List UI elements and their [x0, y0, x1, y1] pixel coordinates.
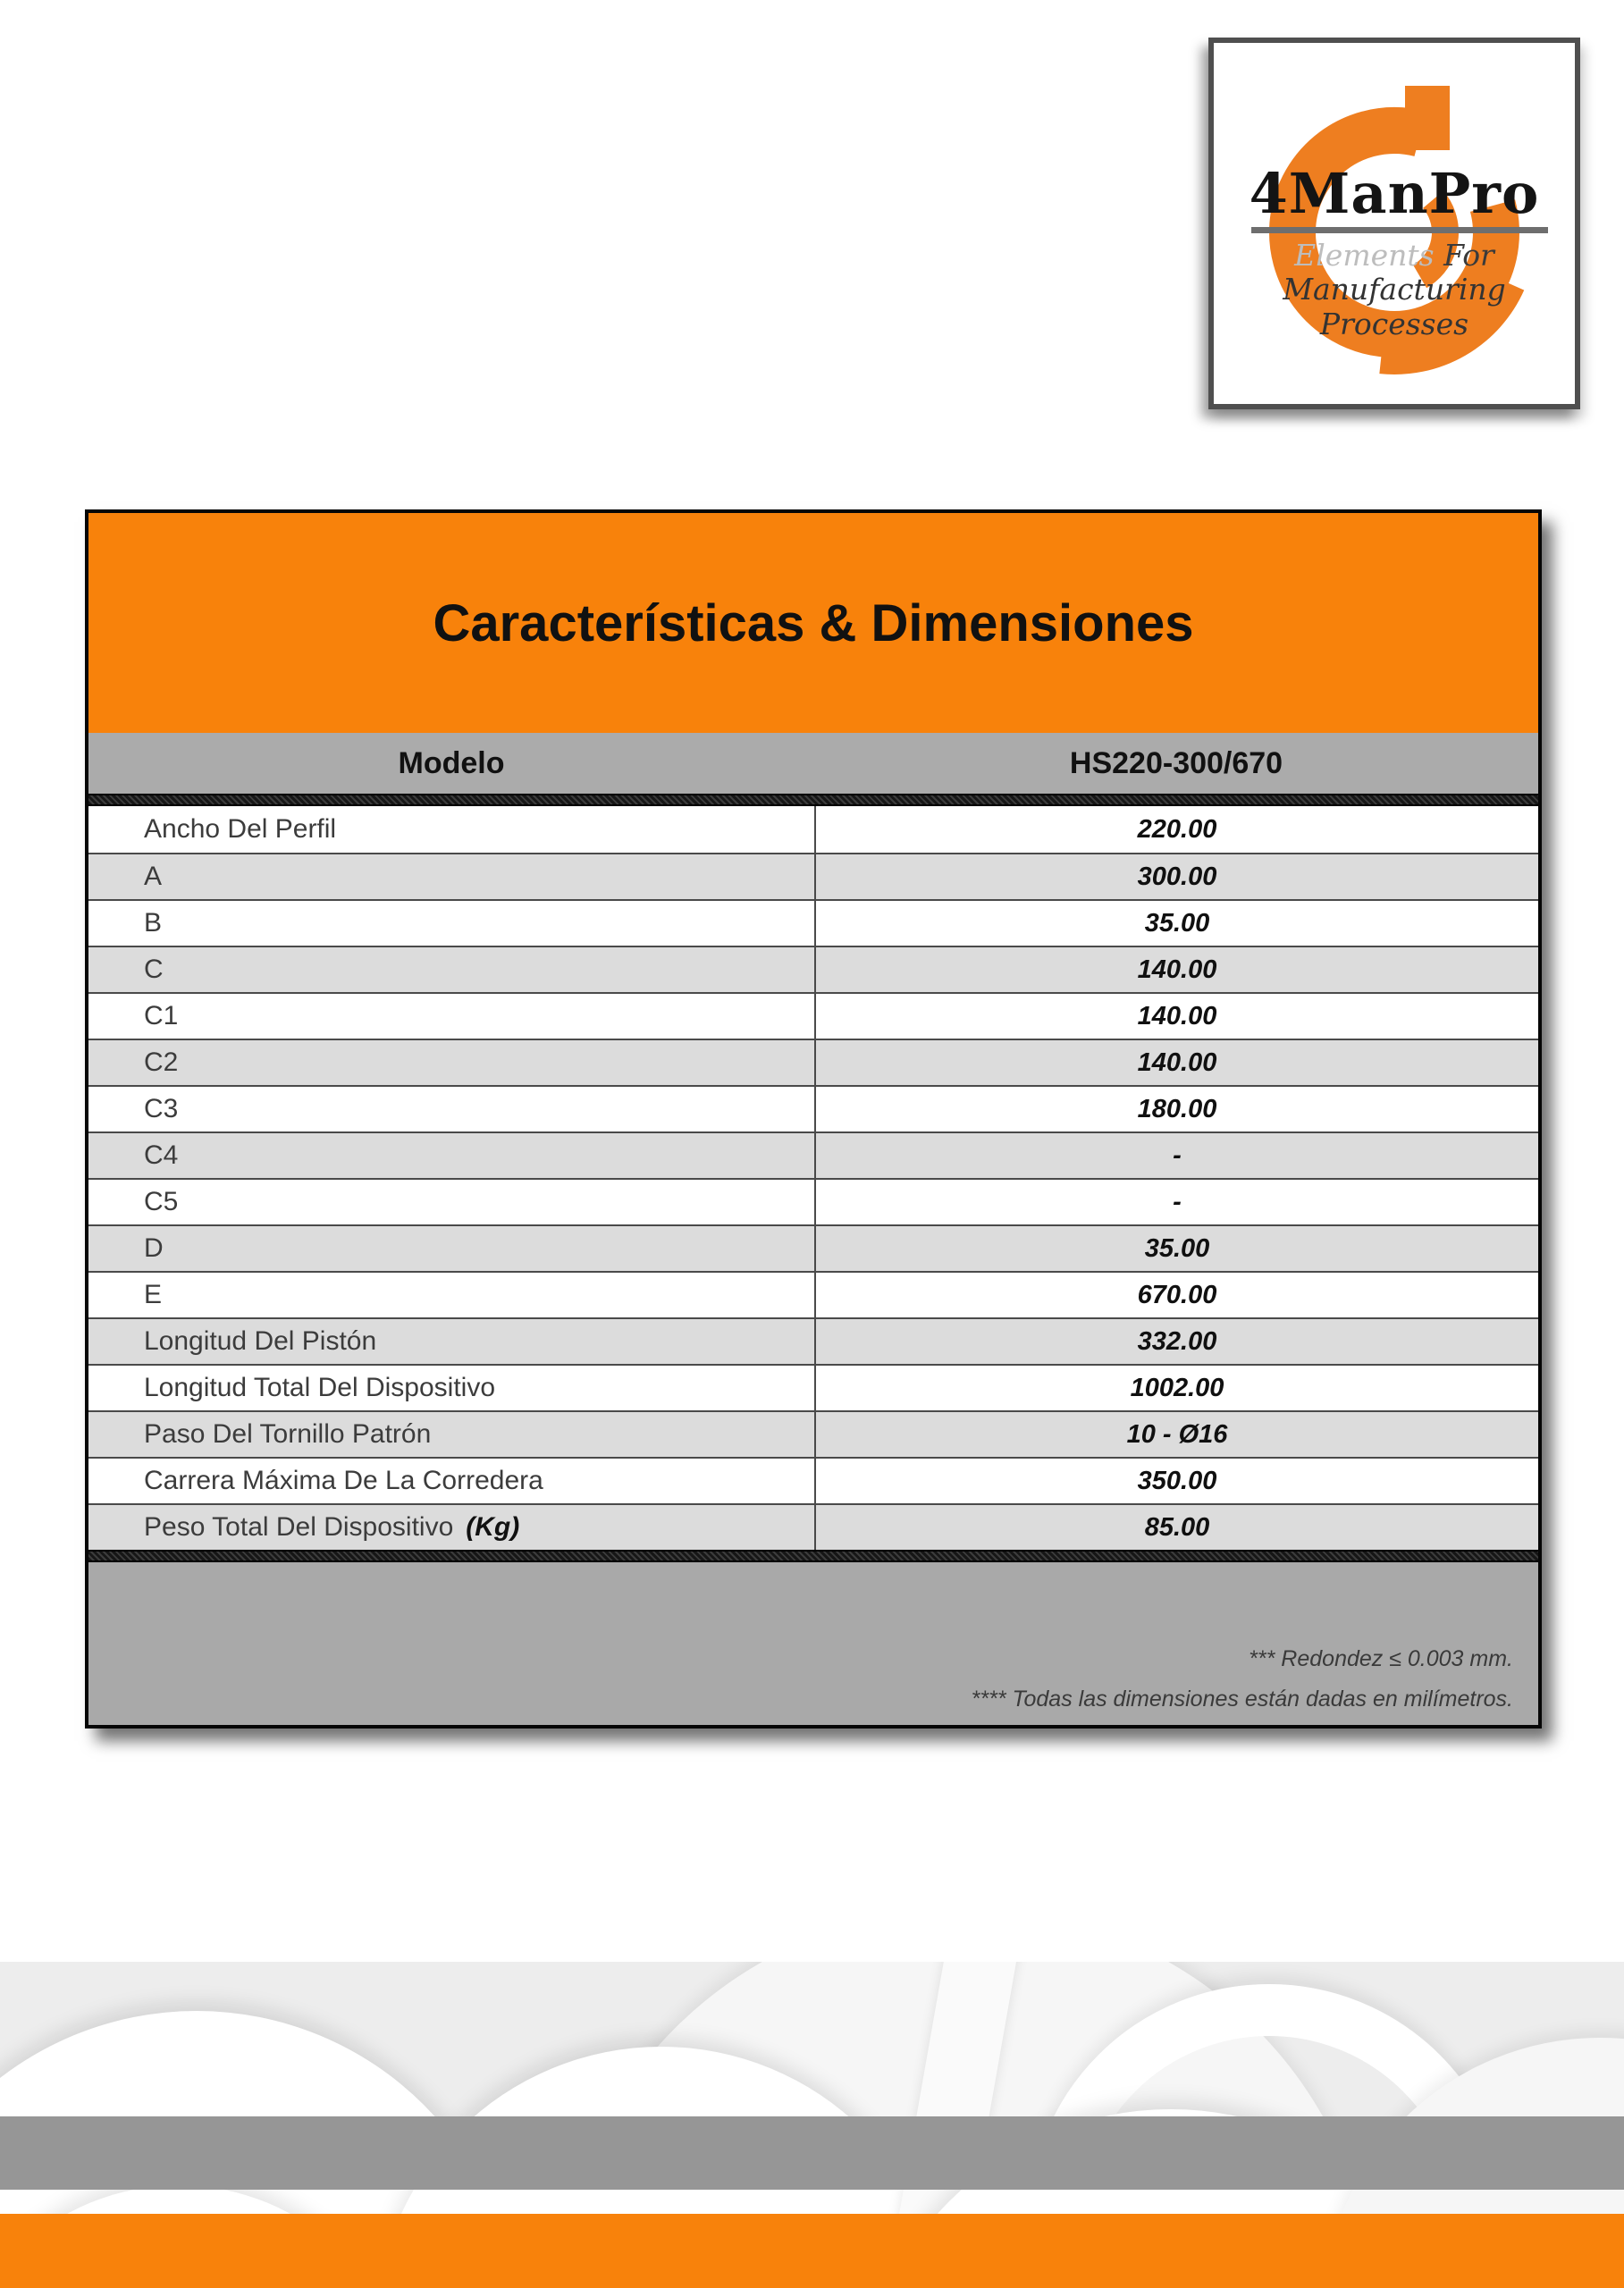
- table-row: [88, 1503, 1538, 1550]
- row-label: C: [144, 955, 164, 984]
- model-label-cell: Modelo: [398, 745, 505, 780]
- table-row: [88, 1317, 1538, 1364]
- logo-tagline-line2: Manufacturing Processes: [1283, 272, 1506, 341]
- table-footer: [88, 1562, 1538, 1725]
- bottom-gray-band: [0, 2116, 1624, 2190]
- row-label: Carrera Máxima De La Corredera: [144, 1466, 543, 1495]
- row-value: -: [814, 1133, 1538, 1178]
- spec-rows: [88, 806, 1538, 1550]
- separator-bar-top: [88, 794, 1538, 806]
- row-label: Ancho Del Perfil: [144, 814, 337, 844]
- row-value: 85.00: [814, 1505, 1538, 1550]
- row-value: 140.00: [814, 1040, 1538, 1085]
- row-value: 180.00: [814, 1087, 1538, 1131]
- table-row: [88, 1271, 1538, 1317]
- table-row: [88, 1364, 1538, 1410]
- row-label: C2: [144, 1047, 179, 1077]
- row-value: 140.00: [814, 994, 1538, 1039]
- table-row: [88, 1224, 1538, 1271]
- row-label: C5: [144, 1187, 179, 1216]
- table-row: [88, 992, 1538, 1039]
- spec-table: [85, 509, 1542, 1729]
- row-value: 220.00: [814, 806, 1538, 853]
- row-label: A: [144, 862, 163, 891]
- row-value: 10 - Ø16: [814, 1412, 1538, 1457]
- row-label: C4: [144, 1140, 179, 1170]
- table-row: [88, 1039, 1538, 1085]
- row-label: Paso Del Tornillo Patrón: [144, 1419, 432, 1449]
- footer-note-roundness: *** Redondez ≤ 0.003 mm.: [1249, 1646, 1513, 1671]
- tagline-word-for: For: [1434, 238, 1494, 273]
- table-row: [88, 853, 1538, 899]
- row-label: Longitud Total Del Dispositivo: [144, 1373, 496, 1402]
- row-value: 1002.00: [814, 1366, 1538, 1410]
- row-value: -: [814, 1180, 1538, 1224]
- row-value: 35.00: [814, 901, 1538, 946]
- title-banner: [88, 513, 1538, 733]
- row-label: C1: [144, 1001, 179, 1030]
- company-logo-card: [1208, 38, 1580, 409]
- page-title: Características & Dimensiones: [433, 593, 1194, 652]
- footer-note-units: **** Todas las dimensiones están dadas en milímetros.: [971, 1687, 1513, 1712]
- row-label: D: [144, 1233, 164, 1263]
- table-row: [88, 946, 1538, 992]
- model-header-row: [88, 733, 1538, 794]
- row-value: 300.00: [814, 854, 1538, 899]
- table-row: [88, 1178, 1538, 1224]
- logo-divider: [1251, 227, 1548, 233]
- table-row: [88, 806, 1538, 853]
- row-label: Longitud Del Pistón: [144, 1326, 377, 1356]
- row-label: Peso Total Del Dispositivo (Kg): [144, 1512, 520, 1542]
- row-label-suffix: (Kg): [466, 1512, 520, 1542]
- row-value: 35.00: [814, 1226, 1538, 1271]
- tagline-word-elements: Elements: [1294, 238, 1435, 273]
- row-label: C3: [144, 1094, 179, 1123]
- row-value: 350.00: [814, 1459, 1538, 1503]
- row-value: 332.00: [814, 1319, 1538, 1364]
- row-value: 140.00: [814, 947, 1538, 992]
- table-row: [88, 1131, 1538, 1178]
- table-row: [88, 1457, 1538, 1503]
- logo-tagline-line1: [1214, 238, 1575, 273]
- table-row: [88, 899, 1538, 946]
- table-row: [88, 1410, 1538, 1457]
- brand-name: 4ManPro: [1249, 161, 1540, 226]
- table-row: [88, 1085, 1538, 1131]
- bottom-orange-band: [0, 2214, 1624, 2288]
- model-value-cell: HS220-300/670: [1069, 745, 1283, 780]
- row-label: B: [144, 908, 163, 938]
- company-logo: [1214, 43, 1575, 404]
- row-label: E: [144, 1280, 163, 1309]
- row-value: 670.00: [814, 1273, 1538, 1317]
- separator-bar-bottom: [88, 1550, 1538, 1562]
